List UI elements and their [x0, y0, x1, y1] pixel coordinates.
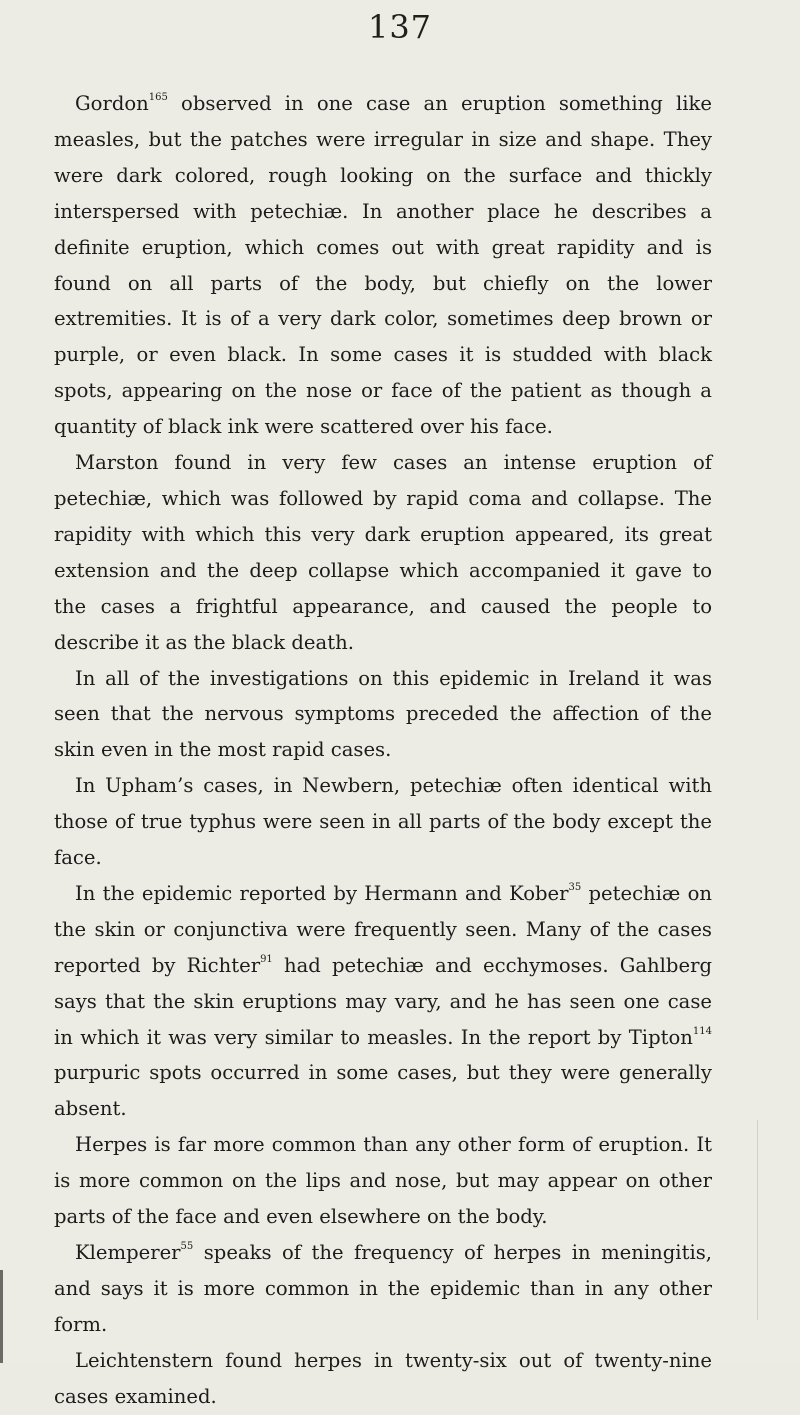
- paragraph: [54, 1343, 712, 1415]
- paragraph: [54, 86, 712, 445]
- paragraph: [54, 1127, 712, 1235]
- body-text: [54, 86, 712, 1415]
- text-run: observed in one case an eruption something like measles, but the patches were irregular in size and shape. They were dark colored, rough looking on the surface and thickly interspersed with petechiæ. In another place he describes a definite eruption, which comes out with great rapidity and is found on all parts of the body, but chiefly on the lower extremities. It is of a very dark color, sometimes deep brown or purple, or even black. In some cases it is studded with black spots, appearing on the nose or face of the patient as though a quantity of black ink were scattered over his face.: [54, 92, 712, 439]
- footnote-ref: 35: [568, 881, 582, 893]
- text-run: Gordon: [75, 92, 149, 115]
- text-run: In all of the investigations on this epidemic in Ireland it was seen that the nervous symptoms preceded the affection of the skin even in the most rapid cases.: [54, 666, 712, 762]
- text-run: Herpes is far more common than any other form of eruption. It is more common on the lips and nose, but may appear on other parts of the face and even elsewhere on the body.: [54, 1133, 712, 1229]
- footnote-ref: 55: [180, 1241, 194, 1252]
- text-run: Leichtenstern found herpes in twenty-six out of twenty-nine cases examined.: [54, 1348, 712, 1408]
- footnote-ref: 114: [692, 1025, 712, 1037]
- text-run: speaks of the frequency of herpes in meningitis, and says it is more common in the epidemic than in any other form.: [54, 1241, 712, 1336]
- paragraph: [54, 1235, 712, 1343]
- text-run: Klemperer: [75, 1241, 181, 1264]
- footnote-ref: 165: [148, 92, 168, 103]
- footnote-ref: 91: [260, 953, 273, 965]
- binding-shadow: [0, 1270, 3, 1363]
- paragraph: [54, 445, 712, 660]
- text-run: purpuric spots occurred in some cases, but they were generally absent.: [54, 1061, 712, 1121]
- text-run: petechiæ on the skin or conjunctiva were frequently seen. Many of the cases reported by Richter: [54, 881, 712, 977]
- text-run: In Upham’s cases, in Newbern, petechiæ often identical with those of true typhus were seen in all parts of the body except the face.: [54, 774, 712, 870]
- page-edge-line: [757, 1120, 758, 1320]
- paragraph: [54, 876, 712, 1127]
- page-number: 137: [367, 8, 433, 46]
- text-run: Marston found in very few cases an intense eruption of petechiæ, which was followed by rapid coma and collapse. The rapidity with which this very dark eruption appeared, its great extension and the deep collapse which accompanied it gave to the cases a frightful appearance, and caused the people to describe it as the black death.: [54, 451, 712, 654]
- text-run: In the epidemic reported by Hermann and Kober: [75, 881, 569, 905]
- paragraph: [54, 661, 712, 769]
- paragraph: [54, 768, 712, 876]
- text-run: had petechiæ and ecchymoses. Gahlberg says that the skin eruptions may vary, and he has seen one case in which it was very similar to measles. In the report by Tipton: [54, 953, 712, 1049]
